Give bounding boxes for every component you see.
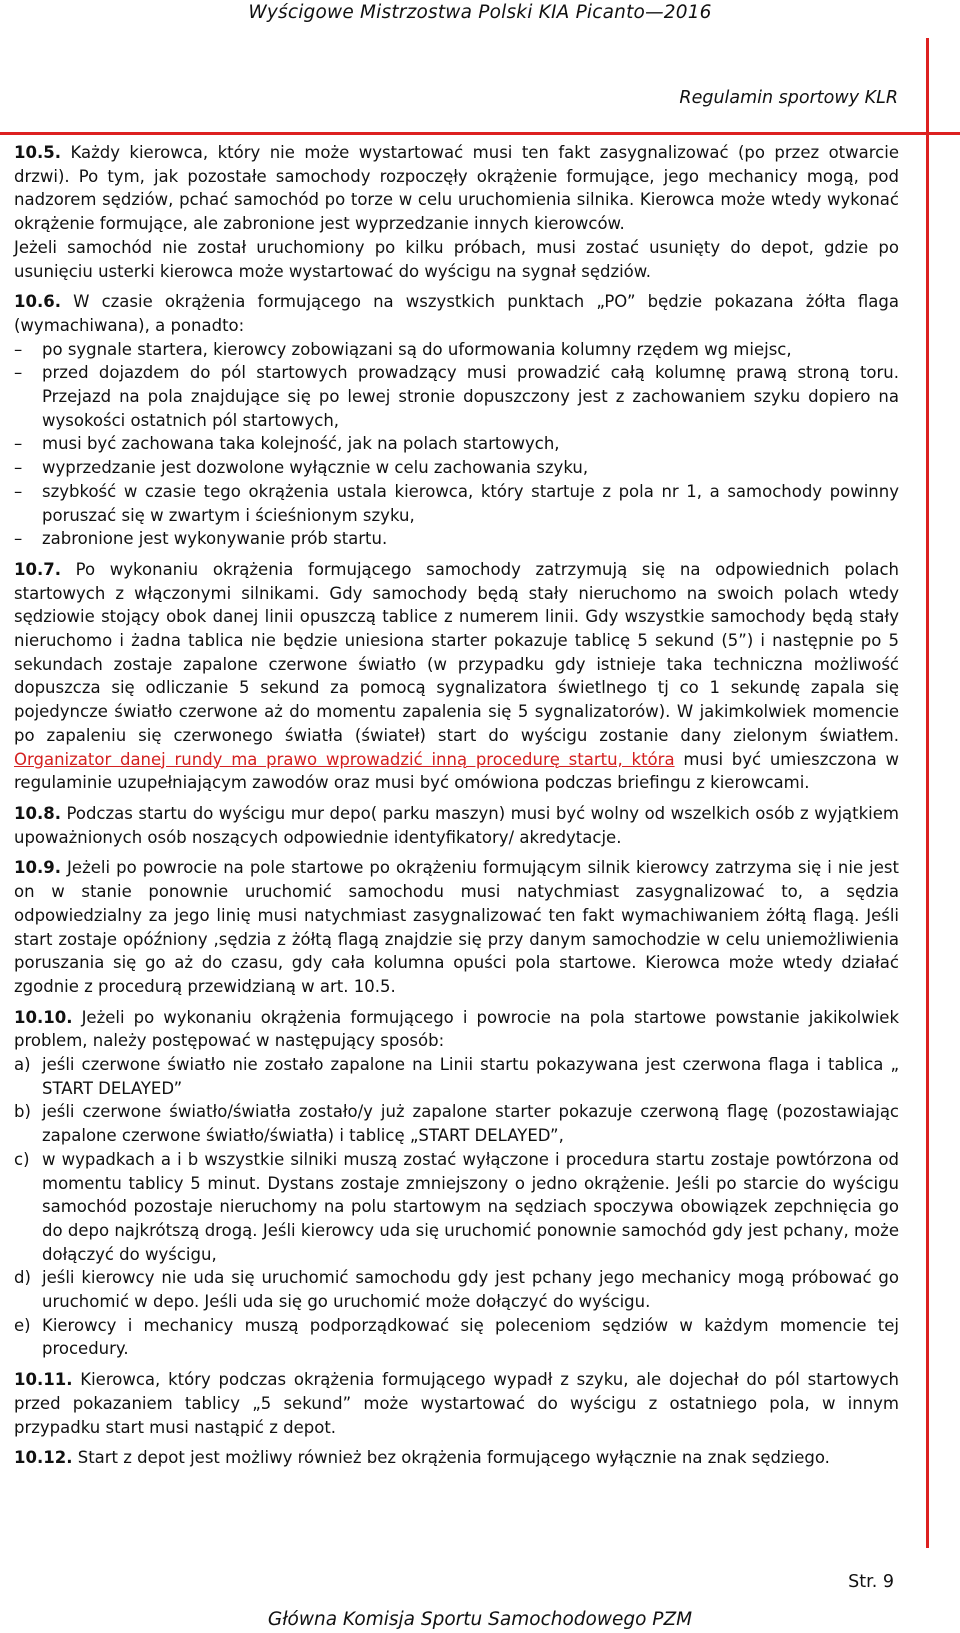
paragraph-10-9 [14, 856, 899, 998]
paragraph-text: Start z depot jest możliwy również bez okrążenia formującego wyłącznie na znak sędziego. [77, 1448, 830, 1468]
list-item-text: jeśli czerwone światło nie zostało zapalone na Linii startu pokazywana jest czerwona flaga i tablica „ START DELAYED” [42, 1055, 899, 1098]
list-letter: c) [14, 1149, 30, 1169]
list-item-text: jeśli czerwone światło/światła zostało/y już zapalone starter pokazuje czerwoną flagę (pozostawiając zapalone czerwone światło/światła) i tablicę „START DELAYED”, [42, 1102, 899, 1146]
section-number: 10.11. [14, 1370, 73, 1390]
paragraph-text: W czasie okrążenia formującego na wszystkich punktach „PO” będzie pokazana żółta flaga (wymachiwana), a ponadto: [14, 292, 899, 335]
list-item: – zabronione jest wykonywanie prób startu. [14, 527, 899, 551]
list-item-text: w wypadkach a i b wszystkie silniki muszą zostać wyłączone i procedura startu zostaje powtórzona od momentu tablicy 5 minut. Dystans zostaje zmniejszony o jedno okrążenie. Jeśli po starcie do wyścigu samochód pozostaje nieruchomy na polu startowym na sędziach spoczywa obowiązek zepchnięcia go do depo najkrótszą drogą. Jeśli kierowcy uda się uruchomić ponownie samochód gdy jest pchany, może dołączyć do wyścigu, [42, 1149, 899, 1264]
header-horizontal-rule [0, 132, 960, 135]
list-item: – wyprzedzanie jest dozwolone wyłącznie w celu zachowania szyku, [14, 456, 899, 480]
paragraph-text: musi być umieszczona w regulaminie uzupełniającym zawodów oraz musi być omówiona podczas briefingu z kierowcami. [14, 749, 899, 793]
document-body [14, 141, 899, 1470]
list-item [14, 1266, 899, 1313]
paragraph-10-11 [14, 1368, 899, 1439]
paragraph-text: Każdy kierowca, który nie może wystartować musi ten fakt zasygnalizować (po przez otwarcie drzwi). Po tym, jak pozostałe samochody rozpoczęły okrążenie formujące, jego mechanicy mogą, pod nadzorem sędziów, pchać samochód po torze w celu uruchomienia silnika. Kierowca może wtedy wykonać okrążenie formujące, ale zabronione jest wyprzedzanie innych kierowców. [14, 143, 899, 234]
paragraph-10-8 [14, 802, 899, 849]
paragraph-text: Podczas startu do wyścigu mur depo( parku maszyn) musi być wolny od wszelkich osób z wyjątkiem upoważnionych osób noszących odpowiednie identyfikatory/ akredytacje. [14, 803, 899, 847]
paragraph-text: Jeżeli po wykonaniu okrążenia formującego i powrocie na pola startowe powstanie jakikolwiek problem, należy postępować w następujący sposób: [14, 1007, 899, 1051]
list-letter: a) [14, 1055, 31, 1075]
list-item [14, 1314, 899, 1361]
section-number: 10.9. [14, 858, 61, 878]
paragraph-10-7 [14, 558, 899, 795]
paragraph-text: Kierowca, który podczas okrążenia formującego wypadł z szyku, ale dojechał do pól startowych przed pokazaniem tablicy „5 sekund” może wystartować do wyścigu z ostatniego pola, w innym przypadku start musi nastąpić z depot. [14, 1370, 899, 1437]
paragraph-text: Po wykonaniu okrążenia formującego samochody zatrzymują się na odpowiednich polach startowych z włączonymi silnikami. Gdy samochody będą stały nieruchomo na swoich polach wtedy sędziowie stojący obok danej linii opuszczą tablice z numerem linii. Gdy wszystkie samochody będą stały nieruchomo i żadna tablica nie będzie uniesiona starter pokazuje tablicę 5 sekund (5”) i następnie po 5 sekundach zostaje zapalone czerwone światło (w przypadku gdy istnieje taka techniczna możliwość dopuszcza się odliczanie 5 sekund za pomocą sygnalizatora świetlnego tj co 1 sekundę zapala się pojedyncze światło czerwone aż do momentu zapalenia się 5 sygnalizatorów). W jakimkolwiek momencie po zapaleniu się czerwonego światła (świateł) start do wyścigu zostanie dany zielonym światłem. [14, 559, 899, 745]
paragraph-text: Jeżeli po powrocie na pole startowe po okrążeniu formującym silnik kierowcy zatrzyma się i nie jest on w stanie ponownie uruchomić samochodu musi natychmiast zasygnalizować to, a sędzia odpowiedzialny za jego linię musi natychmiast zasygnalizować ten fakt wymachiwaniem żółtą flagą. Jeśli start zostaje opóźniony ,sędzia z żółtą flagą znajdzie się przy danym samochodzie w celu uniemożliwienia poruszania się go aż do czasu, gdy cała kolumna opuści pola startowe. Kierowca może wtedy działać zgodnie z procedurą przewidzianą w art. 10.5. [14, 858, 899, 996]
section-number: 10.7. [14, 559, 61, 579]
highlighted-amendment-text: Organizator danej rundy ma prawo wprowadzić inną procedurę startu, która [14, 749, 675, 769]
document-header-subtitle: Regulamin sportowy KLR [679, 88, 898, 108]
list-letter: e) [14, 1315, 31, 1335]
paragraph-10-6 [14, 290, 899, 337]
paragraph-10-10 [14, 1006, 899, 1053]
section-number: 10.8. [14, 803, 61, 823]
list-letter: b) [14, 1102, 31, 1122]
section-number: 10.5. [14, 143, 61, 162]
list-letter: d) [14, 1268, 31, 1288]
document-footer: Główna Komisja Sportu Samochodowego PZM [267, 1609, 693, 1630]
section-number: 10.6. [14, 292, 61, 312]
paragraph-10-5-continued: Jeżeli samochód nie został uruchomiony po kilku próbach, musi zostać usunięty do depot, gdzie po usunięciu usterki kierowca może wystartować do wyścigu na sygnał sędziów. [14, 237, 899, 281]
list-item: – przed dojazdem do pól startowych prowadzący musi prowadzić całą kolumnę prawą stroną toru. Przejazd na pola znajdujące się po lewej stronie dopuszczony jest z zachowaniem szyku dopiero na wysokości ostatnich pól startowych, [14, 361, 899, 432]
list-item [14, 1148, 899, 1267]
list-item-text: Kierowcy i mechanicy muszą podporządkować się poleceniom sędziów w każdym momencie tej procedury. [42, 1315, 899, 1359]
page-number: Str. 9 [848, 1572, 894, 1592]
section-number: 10.10. [14, 1007, 73, 1027]
section-number: 10.12. [14, 1448, 73, 1468]
margin-vertical-rule [926, 38, 929, 1548]
paragraph-10-5 [14, 141, 899, 236]
list-item: – po sygnale startera, kierowcy zobowiązani są do uformowania kolumny rzędem wg miejsc, [14, 338, 899, 362]
list-item-text: jeśli kierowcy nie uda się uruchomić samochodu gdy jest pchany jego mechanicy mogą próbować go uruchomić w depo. Jeśli uda się go uruchomić może dołączyć do wyścigu. [42, 1268, 899, 1312]
list-item [14, 1100, 899, 1147]
list-item: – szybkość w czasie tego okrążenia ustala kierowca, który startuje z pola nr 1, a samochody powinny poruszać się w zwartym i ścieśnionym szyku, [14, 480, 899, 527]
paragraph-10-12 [14, 1446, 899, 1470]
list-item [14, 1053, 899, 1100]
document-header-title: Wyścigowe Mistrzostwa Polski KIA Picanto—2016 [248, 2, 712, 23]
list-item: – musi być zachowana taka kolejność, jak na polach startowych, [14, 432, 899, 456]
